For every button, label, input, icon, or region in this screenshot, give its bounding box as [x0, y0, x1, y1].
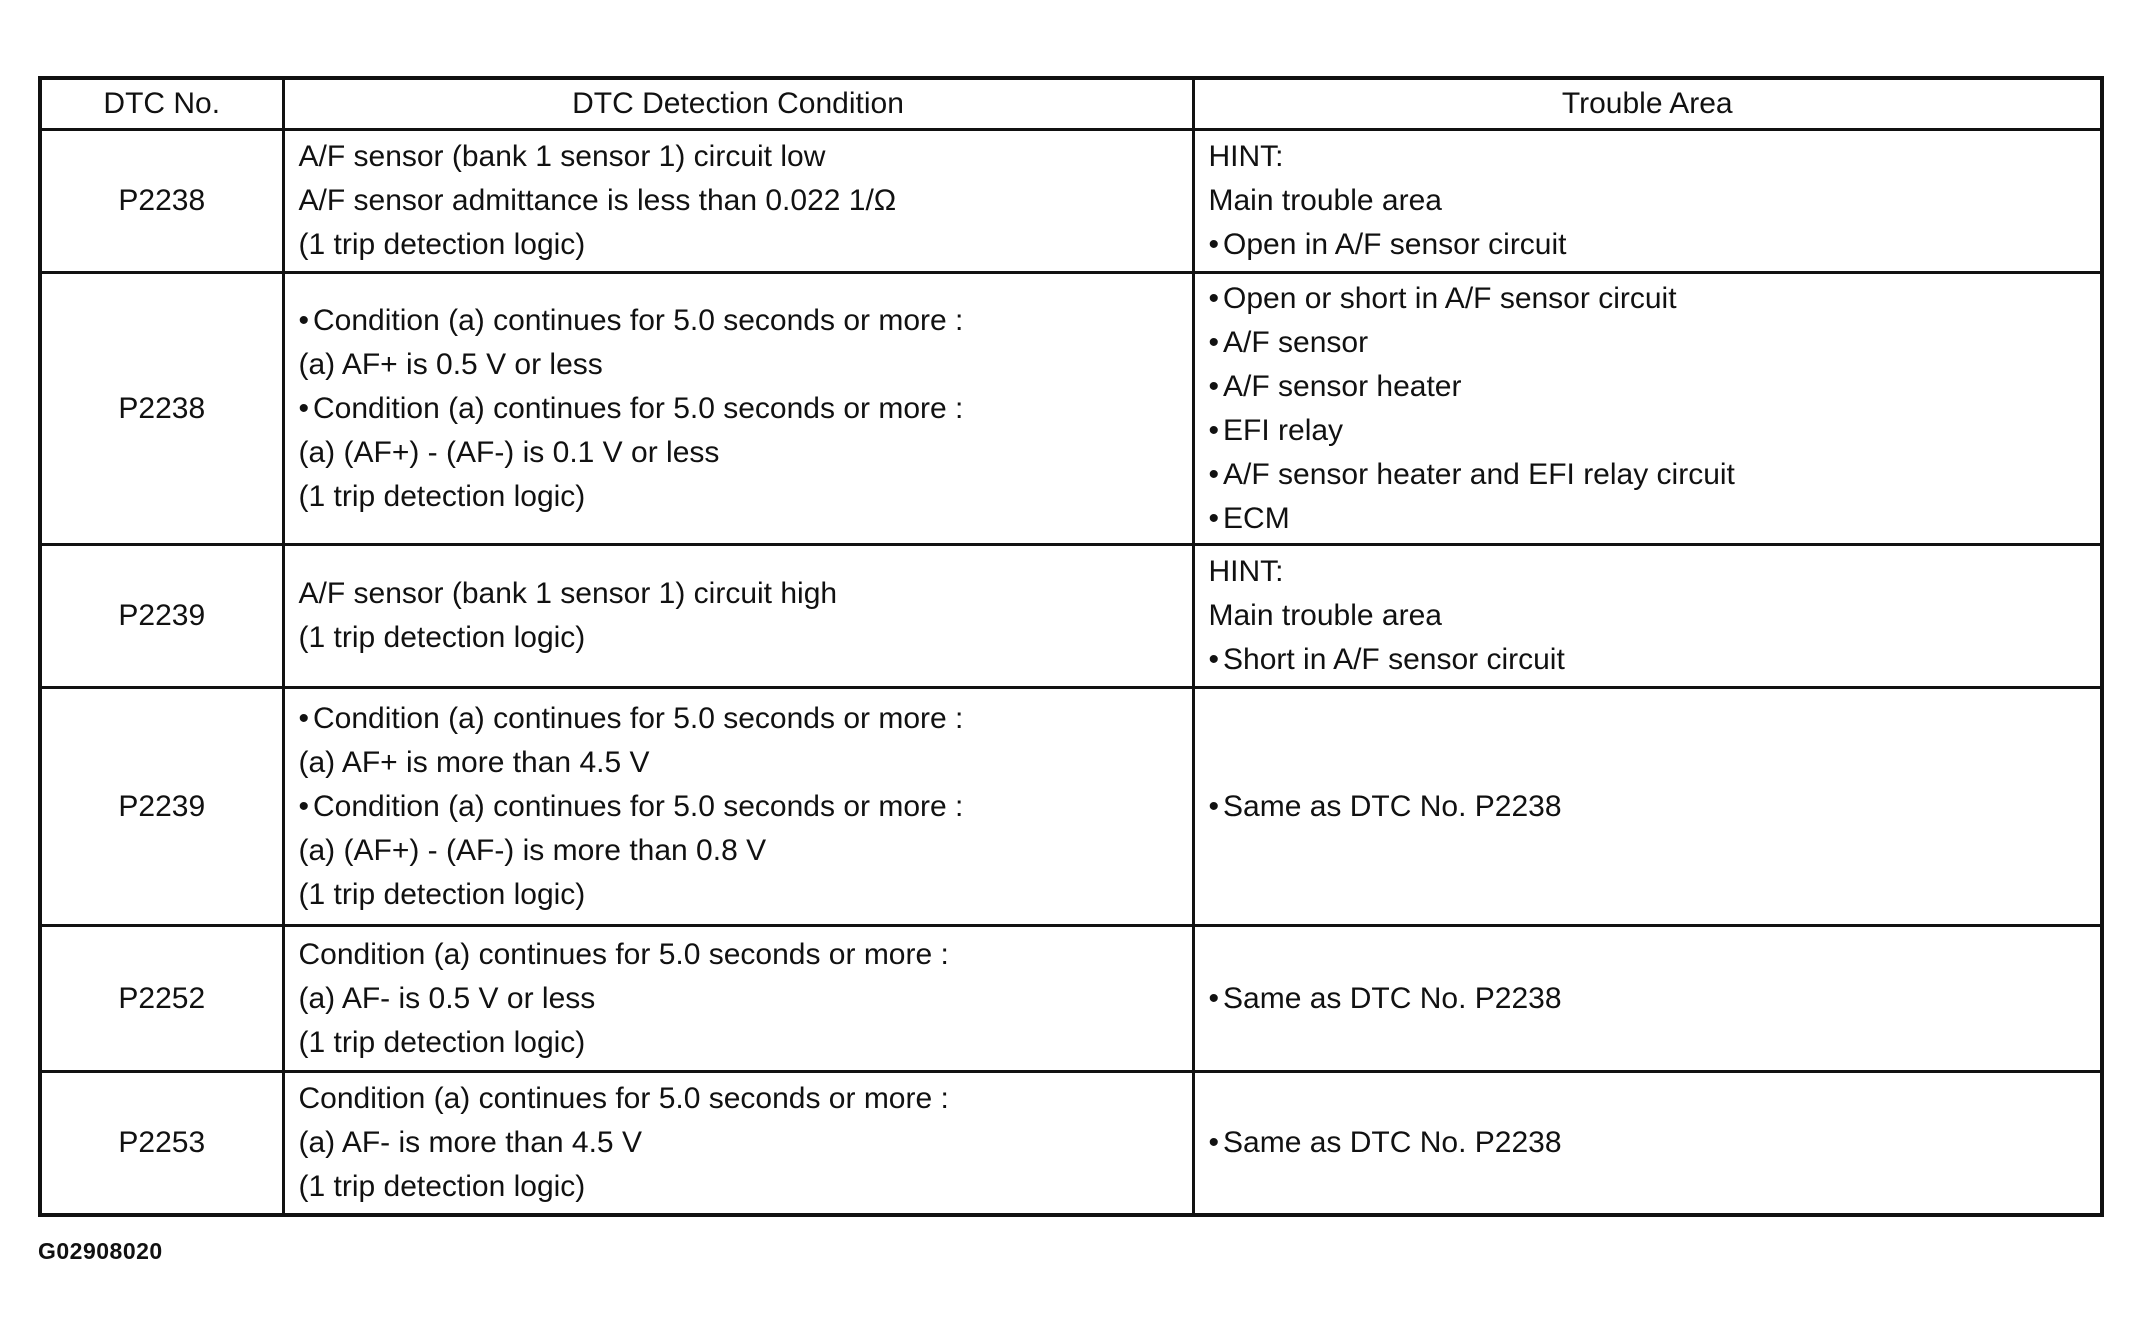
bullet-line: • Same as DTC No. P2238 — [1209, 977, 2087, 1021]
text-line: HINT: — [1208, 555, 1284, 588]
bullet-line: • A/F sensor — [1209, 321, 2087, 365]
detection-condition-cell — [283, 1072, 1193, 1215]
dtc-code-cell: P2253 — [40, 1072, 283, 1215]
table-header-row — [40, 78, 2102, 130]
header-trouble-area: Trouble Area — [1193, 78, 2102, 130]
text-line: (1 trip detection logic) — [298, 1025, 586, 1059]
trouble-area-cell — [1193, 273, 2102, 545]
trouble-area-cell — [1193, 688, 2102, 926]
text-line: (a) AF- is 0.5 V or less — [298, 981, 596, 1015]
detection-condition-cell — [283, 273, 1193, 545]
table-row — [40, 130, 2102, 273]
bullet-line: • Same as DTC No. P2238 — [1209, 1121, 2087, 1165]
dtc-code-cell: P2239 — [40, 545, 283, 688]
text-line: (a) (AF+) - (AF-) is more than 0.8 V — [298, 833, 767, 867]
dtc-code-cell: P2238 — [40, 130, 283, 273]
detection-condition-cell — [283, 545, 1193, 688]
text-line: (1 trip detection logic) — [298, 877, 586, 911]
figure-code: G02908020 — [38, 1238, 163, 1264]
bullet-line: • Same as DTC No. P2238 — [1209, 785, 2087, 829]
text-line: (a) (AF+) - (AF-) is 0.1 V or less — [298, 435, 720, 469]
table-row — [40, 688, 2102, 926]
bullet-line: • A/F sensor heater and EFI relay circuit — [1209, 453, 2087, 497]
text-line: (a) AF+ is more than 4.5 V — [298, 745, 650, 779]
bullet-line: • EFI relay — [1209, 409, 2087, 453]
detection-condition-cell — [283, 926, 1193, 1072]
detection-condition-cell — [283, 130, 1193, 273]
bullet-line: • A/F sensor heater — [1209, 365, 2087, 409]
text-line: (1 trip detection logic) — [298, 621, 586, 654]
text-line: Condition (a) continues for 5.0 seconds or more : — [298, 937, 949, 971]
header-detection-condition: DTC Detection Condition — [283, 78, 1193, 130]
text-line: (1 trip detection logic) — [298, 1169, 586, 1203]
bullet-line: • Condition (a) continues for 5.0 seconds or more : — [299, 697, 1178, 741]
trouble-area-cell — [1193, 545, 2102, 688]
trouble-area-cell — [1193, 1072, 2102, 1215]
table-row — [40, 273, 2102, 545]
text-line: (a) AF+ is 0.5 V or less — [298, 347, 603, 381]
dtc-code-cell: P2239 — [40, 688, 283, 926]
table-row — [40, 545, 2102, 688]
text-line: (1 trip detection logic) — [298, 228, 586, 261]
table-row — [40, 1072, 2102, 1215]
text-line: A/F sensor (bank 1 sensor 1) circuit high — [298, 577, 838, 610]
trouble-area-cell — [1193, 130, 2102, 273]
text-line: Main trouble area — [1208, 184, 1442, 217]
bullet-line: • Short in A/F sensor circuit — [1209, 638, 2087, 682]
dtc-table — [38, 76, 2104, 1217]
dtc-code-cell: P2238 — [40, 273, 283, 545]
text-line: Main trouble area — [1208, 599, 1442, 632]
text-line: A/F sensor (bank 1 sensor 1) circuit low — [298, 140, 826, 173]
bullet-line: • Open in A/F sensor circuit — [1209, 223, 2087, 267]
bullet-line: • Open or short in A/F sensor circuit — [1209, 277, 2087, 321]
bullet-line: • ECM — [1209, 497, 2087, 541]
text-line: (a) AF- is more than 4.5 V — [298, 1125, 642, 1159]
bullet-line: • Condition (a) continues for 5.0 seconds or more : — [299, 299, 1178, 343]
dtc-code-cell: P2252 — [40, 926, 283, 1072]
text-line: HINT: — [1208, 140, 1284, 173]
text-line: Condition (a) continues for 5.0 seconds or more : — [298, 1081, 949, 1115]
header-dtc-no: DTC No. — [40, 78, 283, 130]
bullet-line: • Condition (a) continues for 5.0 seconds or more : — [299, 785, 1178, 829]
trouble-area-cell — [1193, 926, 2102, 1072]
table-row — [40, 926, 2102, 1072]
bullet-line: • Condition (a) continues for 5.0 seconds or more : — [299, 387, 1178, 431]
text-line: (1 trip detection logic) — [298, 479, 586, 513]
text-line: A/F sensor admittance is less than 0.022 1/Ω — [298, 184, 897, 217]
detection-condition-cell — [283, 688, 1193, 926]
